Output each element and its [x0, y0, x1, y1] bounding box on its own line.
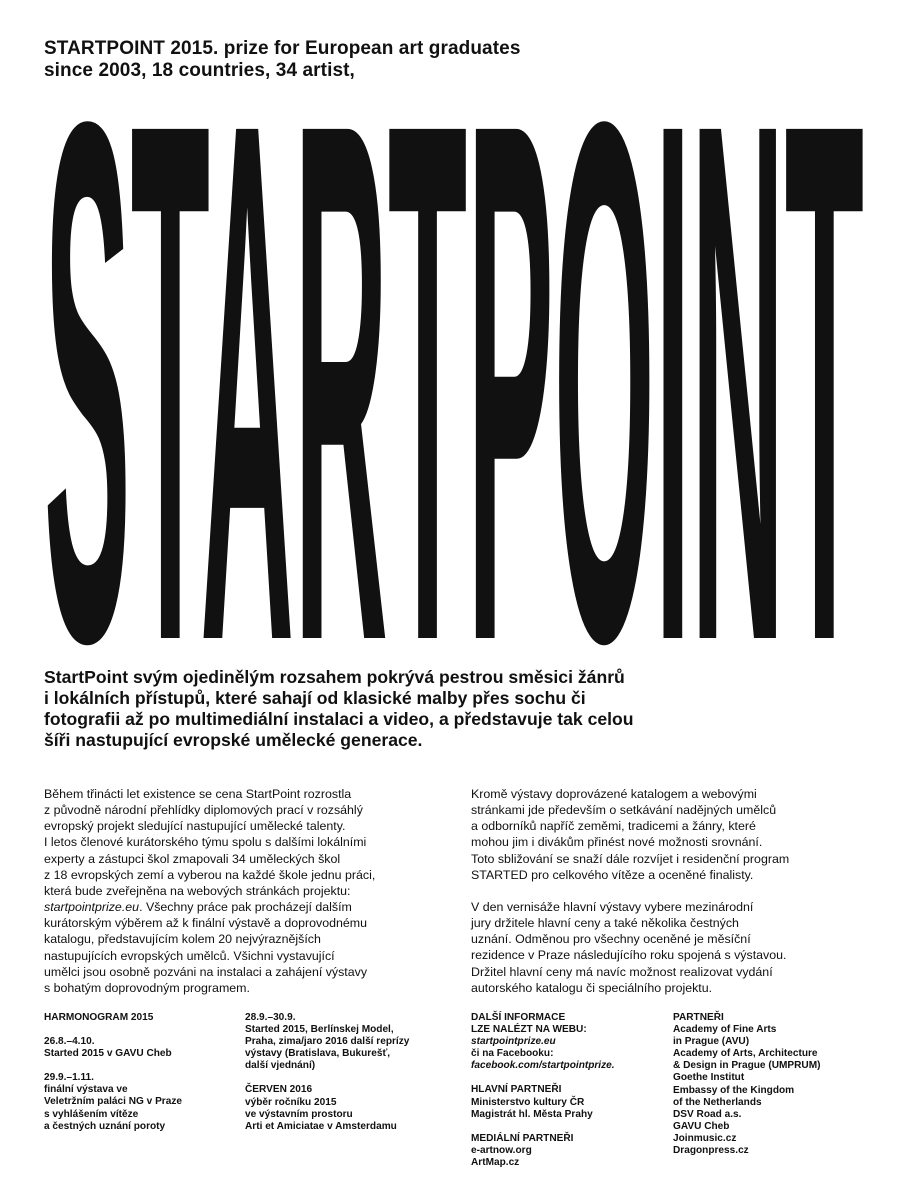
gap [245, 1072, 475, 1084]
partner: Academy of Arts, Architecture [673, 1048, 818, 1060]
partner: Joinmusic.cz [673, 1132, 737, 1144]
contacts-column [471, 1012, 701, 1169]
media-partner: e-artnow.org [471, 1144, 532, 1156]
media-partners-heading: MEDIÁLNÍ PARTNEŘI [471, 1132, 574, 1144]
media-partner: ArtMap.cz [471, 1156, 520, 1168]
lead-paragraph [44, 667, 864, 751]
main-partner: Ministerstvo kultury ČR [471, 1096, 585, 1108]
schedule-column-2 [245, 1012, 475, 1133]
more-info-heading: DALŠÍ INFORMACE [471, 1012, 566, 1023]
gap [44, 1060, 274, 1072]
facebook-link[interactable]: facebook.com/startpointprize. [471, 1060, 615, 1072]
schedule-text: Started 2015 v GAVU Cheb [44, 1048, 172, 1060]
schedule-heading: HARMONOGRAM 2015 [44, 1012, 154, 1023]
lead-line: i lokálních přístupů, které sahají od klasické malby přes sochu či [44, 688, 586, 708]
body-line: Kromě výstavy doprovázené katalogem a webovými [471, 787, 757, 801]
schedule-text: s vyhlášením vítěze [44, 1108, 139, 1120]
body-line: umělci jsou osobně pozváni na instalaci a zahájení výstavy [44, 964, 368, 979]
body-line: mohou jim i divákům přinést nové možnosti srovnání. [471, 835, 763, 850]
partner: Dragonpress.cz [673, 1145, 749, 1157]
partner: of the Netherlands [673, 1096, 762, 1108]
gap [471, 1072, 701, 1084]
body-line: s bohatým doprovodným programem. [44, 980, 250, 995]
schedule-date: 28.9.–30.9. [245, 1012, 296, 1023]
schedule-text: Arti et Amiciatae v Amsterdamu [245, 1120, 397, 1132]
body-line: rezidence v Praze následujícího roku spojená s výstavou. [471, 948, 787, 963]
schedule-text: Started 2015, Berlínskej Model, [245, 1024, 394, 1036]
lead-line: fotografii až po multimediální instalaci a video, a představuje tak celou [44, 709, 634, 729]
schedule-text: Praha, zima/jaro 2016 další reprízy [245, 1036, 410, 1048]
body-line: experty a zástupci škol zmapovali 34 uměleckých škol [44, 851, 341, 866]
paragraph-gap [471, 883, 871, 899]
schedule-text: výstavy (Bratislava, Bukurešť, [245, 1048, 391, 1060]
partner: GAVU Cheb [673, 1120, 730, 1132]
body-line-after-link: . Všechny práce pak procházejí dalším [139, 900, 352, 915]
body-line: a odborníků napříč zeměmi, tradicemi a žánry, které [471, 819, 756, 834]
partner: in Prague (AVU) [673, 1036, 750, 1048]
gap [471, 1121, 701, 1133]
body-line: I letos členové kurátorského týmu spolu s dalšími lokálními [44, 835, 367, 850]
partner: Academy of Fine Arts [673, 1024, 777, 1036]
schedule-date: ČERVEN 2016 [245, 1084, 313, 1096]
schedule-text: finální výstava ve [44, 1084, 128, 1096]
schedule-date: 26.8.–4.10. [44, 1036, 95, 1048]
schedule-column-1 [44, 1012, 274, 1133]
partners-heading: PARTNEŘI [673, 1012, 724, 1023]
body-column-left [44, 786, 444, 996]
more-info-heading: LZE NALÉZT NA WEBU: [471, 1024, 587, 1036]
body-line: evropský projekt sledující nastupující umělecké talenty. [44, 819, 346, 834]
body-line: Toto sbližování se snaží dále rozvíjet i residenční program [471, 851, 790, 866]
body-line: Během třinácti let existence se cena StartPoint rozrostla [44, 787, 352, 801]
body-line: stránkami jde především o setkávání nadějných umělců [471, 803, 777, 818]
facebook-label: či na Facebooku: [471, 1048, 554, 1060]
web-link[interactable]: startpointprize.eu [471, 1036, 556, 1048]
big-title-text: STARTPOINT [44, 0, 865, 795]
body-column-right [471, 786, 871, 996]
schedule-text: ve výstavním prostoru [245, 1108, 353, 1120]
partner: Goethe Institut [673, 1072, 745, 1084]
main-partners-heading: HLAVNÍ PARTNEŘI [471, 1084, 562, 1096]
body-line: z původně národní přehlídky diplomových prací v rozsáhlý [44, 803, 363, 818]
header-line-1: STARTPOINT 2015. prize for European art graduates [44, 38, 521, 59]
schedule-text: výběr ročníku 2015 [245, 1096, 337, 1108]
body-line: STARTED pro celkového vítěze a oceněné finalisty. [471, 867, 754, 882]
partners-column [673, 1012, 900, 1157]
body-line: autorského katalogu či speciálního projektu. [471, 980, 713, 995]
body-line: uznání. Odměnou pro všechny oceněné je měsíční [471, 932, 751, 947]
body-line: z 18 evropských zemí a vyberou na každé škole jednu práci, [44, 867, 376, 882]
partner: DSV Road a.s. [673, 1108, 742, 1120]
schedule-date: 29.9.–1.11. [44, 1072, 94, 1084]
body-line: kurátorským výběrem až k finální výstavě a doprovodnému [44, 916, 367, 931]
lead-line: StartPoint svým ojedinělým rozsahem pokrývá pestrou směsici žánrů [44, 667, 625, 687]
body-line: která bude zveřejněna na webových stránkách projektu: [44, 883, 351, 898]
header-line-2: since 2003, 18 countries, 34 artist, [44, 60, 355, 81]
body-line: jury držitele hlavní ceny a také několika čestných [471, 916, 739, 931]
body-line: katalogu, představujícím kolem 20 nejvýraznějších [44, 932, 321, 947]
partner: Embassy of the Kingdom [673, 1084, 795, 1096]
body-line: Držitel hlavní ceny má navíc možnost realizovat vydání [471, 964, 773, 979]
schedule-text: Veletržním paláci NG v Praze [44, 1096, 183, 1108]
schedule-text: další vjednání) [245, 1060, 316, 1072]
body-line [44, 899, 444, 915]
web-link[interactable]: startpointprize.eu [44, 900, 140, 915]
schedule-text: a čestných uznání poroty [44, 1120, 166, 1132]
lead-line: šíři nastupující evropské umělecké generace. [44, 730, 423, 750]
body-line: nastupujících evropských umělců. Všichni vystavující [44, 948, 335, 963]
partner: & Design in Prague (UMPRUM) [673, 1060, 821, 1072]
main-partner: Magistrát hl. Města Prahy [471, 1108, 593, 1120]
body-line: V den vernisáže hlavní výstavy vybere mezinárodní [471, 899, 754, 914]
gap [44, 1024, 274, 1036]
